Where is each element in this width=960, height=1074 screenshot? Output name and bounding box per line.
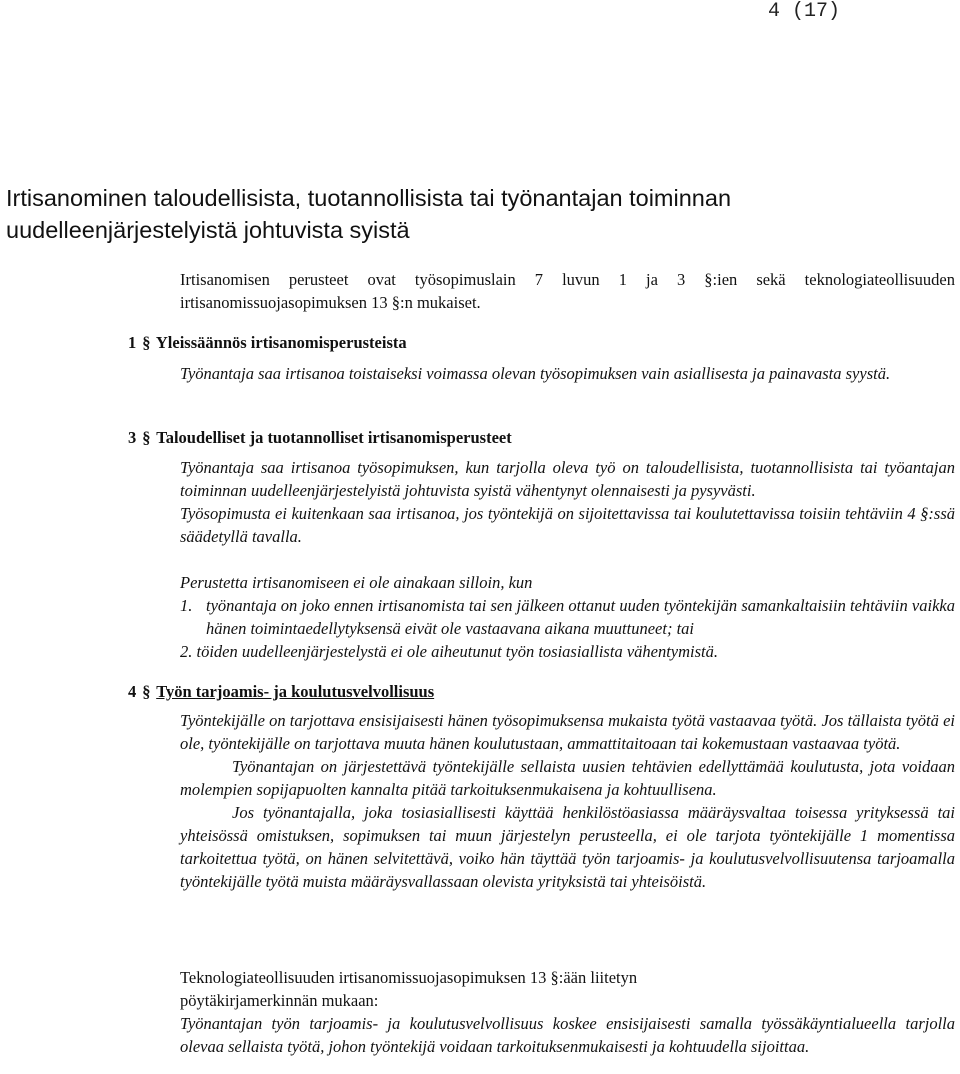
section-1-text: Työnantaja saa irtisanoa toistaiseksi voimassa olevan työsopimuksen vain asiallisesta ja painavasta syystä. [180,364,891,383]
section-1-heading [128,331,948,354]
section-3-list-item-2: 2. töiden uudelleenjärjestelystä ei ole aiheutunut työn tosiasiallista vähentymistä. [180,642,718,661]
section-4-paragraph-2: Työnantajan on järjestettävä työntekijälle sellaista uusien tehtävien edellyttämää koulutusta, jota voidaan molempien sopijapuolten kannalta pitää tarkoituksenmukaisena ja kohtuullisena. [180,757,955,799]
section-4-heading [128,680,948,703]
section-3-paragraph-1: Työnantaja saa irtisanoa työsopimuksen, kun tarjolla oleva työ on taloudellisista, tuotannollisista tai työantajan toiminnan uudelleenjärjestelyistä johtuvista syistä vähentynyt olennaisesti ja pysyvästi. [180,458,955,500]
appendix-text: Työnantajan työn tarjoamis- ja koulutusvelvollisuus koskee ensisijaisesti samalla työssäkäyntialueella tarjolla olevaa sellaista työtä, johon työntekijä voidaan tarkoituksenmukaisesti ja kohtuudella sijoittaa. [180,1014,955,1056]
appendix-line-1: Teknologiateollisuuden irtisanomissuojasopimuksen 13 §:ään liitetyn [180,968,638,987]
appendix-line-2: pöytäkirjamerkinnän mukaan: [180,991,379,1010]
section-4-paragraph-3: Jos työnantajalla, joka tosiasiallisesti käyttää henkilöstöasiassa määräysvaltaa toisessa yrityksessä tai yhteisössä omistuksen, sopimuksen tai muun järjestelyn perusteella, ei ole tarjota työntekijälle 1 momentissa tarkoitettua työtä, on hänen selvitettävä, voiko hän täyttää työn tarjoamis- ja koulutusvelvollisuutensa tarjoamalla työntekijälle työtä muista määräysvallassaan olevista yrityksistä tai yhteisöistä. [180,803,955,891]
intro-paragraph: Irtisanomisen perusteet ovat työsopimuslain 7 luvun 1 ja 3 §:ien sekä teknologiateollisuuden irtisanomissuojasopimuksen 13 §:n mukaiset. [180,270,955,312]
section-3-body [180,456,955,663]
section-symbol: § [142,333,151,352]
section-title-line-1: Irtisanominen taloudellisista, tuotannollisista tai työnantajan toiminnan [6,185,732,211]
list-item-1-text: työnantaja on joko ennen irtisanomista tai sen jälkeen ottanut uuden työntekijän samankaltaisiin tehtäviin vaikka hänen toimintaedellytyksensä eivät ole vastaavana aikana muuttuneet; tai [206,596,955,638]
page-number: 4 (17) [767,0,840,23]
section-3-paragraph-2: Työsopimusta ei kuitenkaan saa irtisanoa, jos työntekijä on sijoitettavissa tai koulutettavissa toisiin tehtäviin 4 §:ssä säädetyllä tavalla. [180,504,955,546]
section-4-heading-text: Työn tarjoamis- ja koulutusvelvollisuus [156,682,435,701]
section-symbol: § [142,682,151,701]
section-3-heading [128,426,948,449]
section-4-paragraph-1: Työntekijälle on tarjottava ensisijaisesti hänen työsopimuksensa mukaista työtä vastaavaa työtä. Jos tällaista työtä ei ole, työntekijälle on tarjottava muuta hänen koulutustaan, ammattitaitoaan tai kokemustaan vastaavaa työtä. [180,711,955,753]
section-title-line-2: uudelleenjärjestelyistä johtuvista syistä [6,217,410,243]
section-3-paragraph-3: Perustetta irtisanomiseen ei ole ainakaan silloin, kun [180,573,533,592]
section-title [6,182,906,246]
section-1-number: 1 [128,333,137,352]
section-3-list-item-1 [180,594,955,640]
section-3-number: 3 [128,428,137,447]
section-4-body [180,709,955,893]
section-1-heading-text: Yleissäännös irtisanomisperusteista [155,333,407,352]
section-3-heading-text: Taloudelliset ja tuotannolliset irtisanomisperusteet [156,428,512,447]
appendix-note [180,966,955,1058]
section-symbol: § [142,428,151,447]
section-4-number: 4 [128,682,137,701]
list-item-1-number: 1. [180,596,193,615]
